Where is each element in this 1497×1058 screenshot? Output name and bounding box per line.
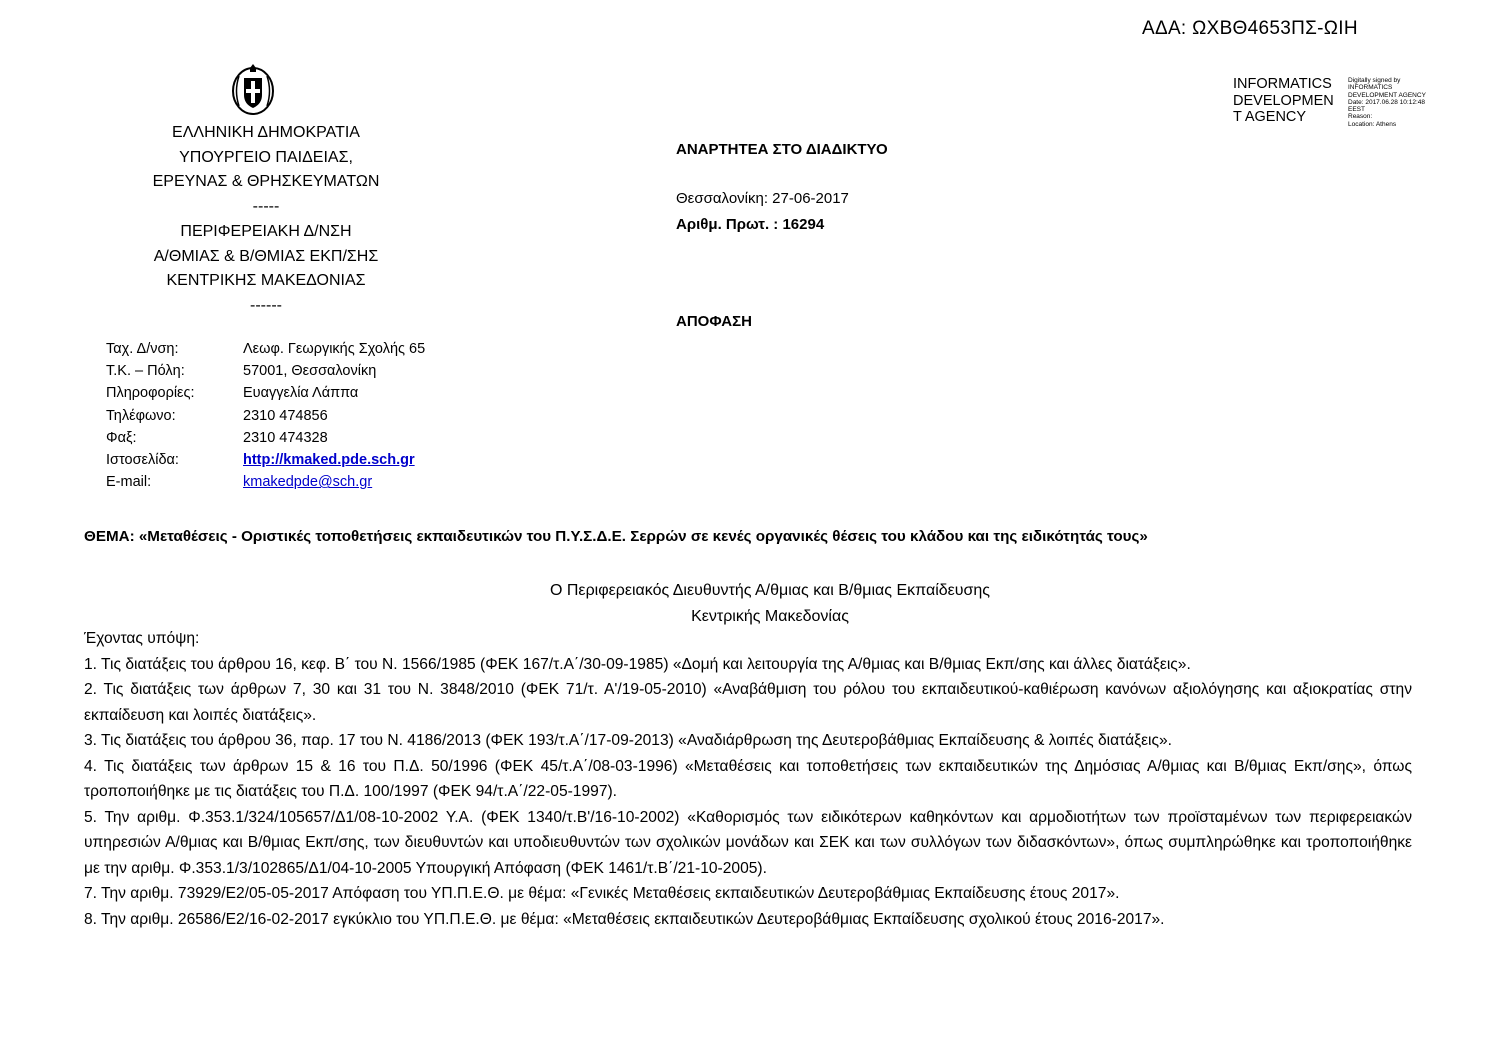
signer-name-line: INFORMATICS xyxy=(1233,76,1332,92)
director-title xyxy=(300,578,1240,630)
header-line: ΥΠΟΥΡΓΕΙΟ ΠΑΙΔΕΙΑΣ, xyxy=(179,148,353,166)
authority-header xyxy=(104,121,428,319)
contact-label: Τ.Κ. – Πόλη: xyxy=(106,363,185,380)
contact-value: Ευαγγελία Λάππα xyxy=(243,385,359,402)
signer-name xyxy=(1233,76,1343,128)
document-date: Θεσσαλονίκη: 27-06-2017 xyxy=(676,190,849,207)
header-line: Α/ΘΜΙΑΣ & Β/ΘΜΙΑΣ ΕΚΠ/ΣΗΣ xyxy=(153,247,379,265)
considering-heading: Έχοντας υπόψη: xyxy=(84,630,200,647)
contact-label: E-mail: xyxy=(106,474,152,491)
legal-basis-item: 1. Τις διατάξεις του άρθρου 16, κεφ. Β΄ του Ν. 1566/1985 (ΦΕΚ 167/τ.Α΄/30-09-1985) «Δομή και λειτουργία της Α/θμιας και Β/θμιας Εκπ/σης και άλλες διατάξεις». xyxy=(84,655,1191,673)
website-link[interactable]: http://kmaked.pde.sch.gr xyxy=(243,452,415,469)
contact-row-phone xyxy=(106,405,425,427)
decision-heading: ΑΠΟΦΑΣΗ xyxy=(676,313,752,330)
contact-row-info xyxy=(106,382,425,404)
header-separator: ------ xyxy=(250,296,282,314)
director-line: Κεντρικής Μακεδονίας xyxy=(691,608,849,625)
contact-row-address xyxy=(106,338,425,360)
contact-value: 2310 474328 xyxy=(243,429,328,446)
legal-basis-item: 8. Την αριθμ. 26586/Ε2/16-02-2017 εγκύκλιο του ΥΠ.Π.Ε.Θ. με θέμα: «Μεταθέσεις εκπαιδευτικών Δευτεροβάθμιας Εκπαίδευσης σχολικού έτους 2016-2017». xyxy=(84,910,1165,928)
post-notice: ΑΝΑΡΤΗΤΕΑ ΣΤΟ ΔΙΑΔΙΚΤΥΟ xyxy=(676,141,888,158)
signature-detail-line: Digitally signed by xyxy=(1348,77,1401,84)
contact-value: Λεωφ. Γεωργικής Σχολής 65 xyxy=(243,341,426,357)
director-line: Ο Περιφερειακός Διευθυντής Α/θμιας και Β/θμιας Εκπαίδευσης xyxy=(549,582,991,599)
contact-row-email xyxy=(106,471,425,493)
legal-basis-item: 2. Τις διατάξεις των άρθρων 7, 30 και 31 του Ν. 3848/2010 (ΦΕΚ 71/τ. Α'/19-05-2010) «Αναβάθμιση του ρόλου του εκπαιδευτικού-καθιέρωση κανόνων αξιολόγησης και αξιοκρατίας στην εκπαίδευση και λοιπές διατάξεις». xyxy=(84,681,1412,724)
contact-details xyxy=(106,338,425,493)
greek-coat-of-arms-icon xyxy=(230,62,276,116)
legal-basis-item: 7. Την αριθμ. 73929/Ε2/05-05-2017 Απόφαση του ΥΠ.Π.Ε.Θ. με θέμα: «Γενικές Μεταθέσεις εκπαιδευτικών Δευτεροβάθμιας Εκπαίδευσης έτους 2017». xyxy=(84,885,1120,902)
header-line: ΚΕΝΤΡΙΚΗΣ ΜΑΚΕΔΟΝΙΑΣ xyxy=(166,272,366,290)
signature-detail-line: Location: Athens xyxy=(1348,120,1397,128)
signature-detail-line: Date: 2017.06.28 10:12:48 xyxy=(1348,98,1425,106)
email-link[interactable]: kmakedpde@sch.gr xyxy=(243,474,373,491)
digital-signature xyxy=(1233,76,1453,128)
signature-detail-line: EEST xyxy=(1348,106,1365,114)
protocol-number: Αριθμ. Πρωτ. : 16294 xyxy=(676,216,825,233)
contact-label: Φαξ: xyxy=(106,429,137,446)
ada-code: ΑΔΑ: ΩΧΒΘ4653ΠΣ-ΩΙΗ xyxy=(1142,18,1358,39)
contact-label: Πληροφορίες: xyxy=(106,385,195,402)
legal-basis-item: 4. Τις διατάξεις των άρθρων 15 & 16 του Π.Δ. 50/1996 (ΦΕΚ 45/τ.Α΄/08-03-1996) «Μεταθέσεις και τοποθετήσεις των εκπαιδευτικών της Δημόσιας Α/θμιας και Β/θμιας Εκπ/σης», όπως τροποποιήθηκε με τις διατάξεις του Π.Δ. 100/1997 (ΦΕΚ 94/τ.Α΄/22-05-1997). xyxy=(84,757,1412,800)
contact-row-fax xyxy=(106,427,425,449)
signature-detail-line: DEVELOPMENT AGENCY xyxy=(1348,91,1426,99)
contact-row-website xyxy=(106,449,425,471)
header-line: ΕΡΕΥΝΑΣ & ΘΡΗΣΚΕΥΜΑΤΩΝ xyxy=(152,173,380,191)
subject-line: ΘΕΜΑ: «Μεταθέσεις - Οριστικές τοποθετήσεις εκπαιδευτικών του Π.Υ.Σ.Δ.Ε. Σερρών σε κενές οργανικές θέσεις του κλάδου και της ειδικότητάς τους» xyxy=(84,528,1148,545)
signer-name-line: T AGENCY xyxy=(1233,109,1307,125)
contact-row-city xyxy=(106,360,425,382)
legal-basis-item: 5. Την αριθμ. Φ.353.1/324/105657/Δ1/08-10-2002 Υ.Α. (ΦΕΚ 1340/τ.Β'/16-10-2002) «Καθορισμός των ειδικότερων καθηκόντων και αρμοδιοτήτων των προϊσταμένων των περιφερειακών υπηρεσιών Α/θμιας και Β/θμιας Εκπ/σης, των διευθυντών και υποδιευθυντών των σχολικών μονάδων και ΣΕΚ και των συλλόγων των διδασκόντων», όπως συμπληρώθηκε και τροποποιήθηκε με την αριθμ. Φ.353.1/3/102865/Δ1/04-10-2005 Υπουργική Απόφαση (ΦΕΚ 1461/τ.Β΄/21-10-2005). xyxy=(84,808,1412,877)
signer-name-line: DEVELOPMEN xyxy=(1233,92,1334,109)
contact-label: Ταχ. Δ/νση: xyxy=(106,341,179,357)
contact-label: Ιστοσελίδα: xyxy=(106,452,179,469)
header-line: ΠΕΡΙΦΕΡΕΙΑΚΗ Δ/ΝΣΗ xyxy=(180,222,352,240)
legal-basis-item: 3. Τις διατάξεις του άρθρου 36, παρ. 17 του Ν. 4186/2013 (ΦΕΚ 193/τ.Α΄/17-09-2013) «Αναδιάρθρωση της Δευτεροβάθμιας Εκπαίδευσης & λοιπές διατάξεις». xyxy=(84,732,1173,749)
signature-detail-line: Reason: xyxy=(1348,113,1373,121)
contact-value: 57001, Θεσσαλονίκη xyxy=(243,363,377,380)
decision-body xyxy=(84,626,1412,932)
header-line: ΕΛΛΗΝΙΚΗ ΔΗΜΟΚΡΑΤΙΑ xyxy=(172,124,360,141)
contact-label: Τηλέφωνο: xyxy=(106,407,176,424)
signature-details xyxy=(1348,77,1453,128)
header-separator: ----- xyxy=(252,198,280,216)
signature-detail-line: INFORMATICS xyxy=(1348,84,1393,92)
contact-value: 2310 474856 xyxy=(243,407,328,424)
